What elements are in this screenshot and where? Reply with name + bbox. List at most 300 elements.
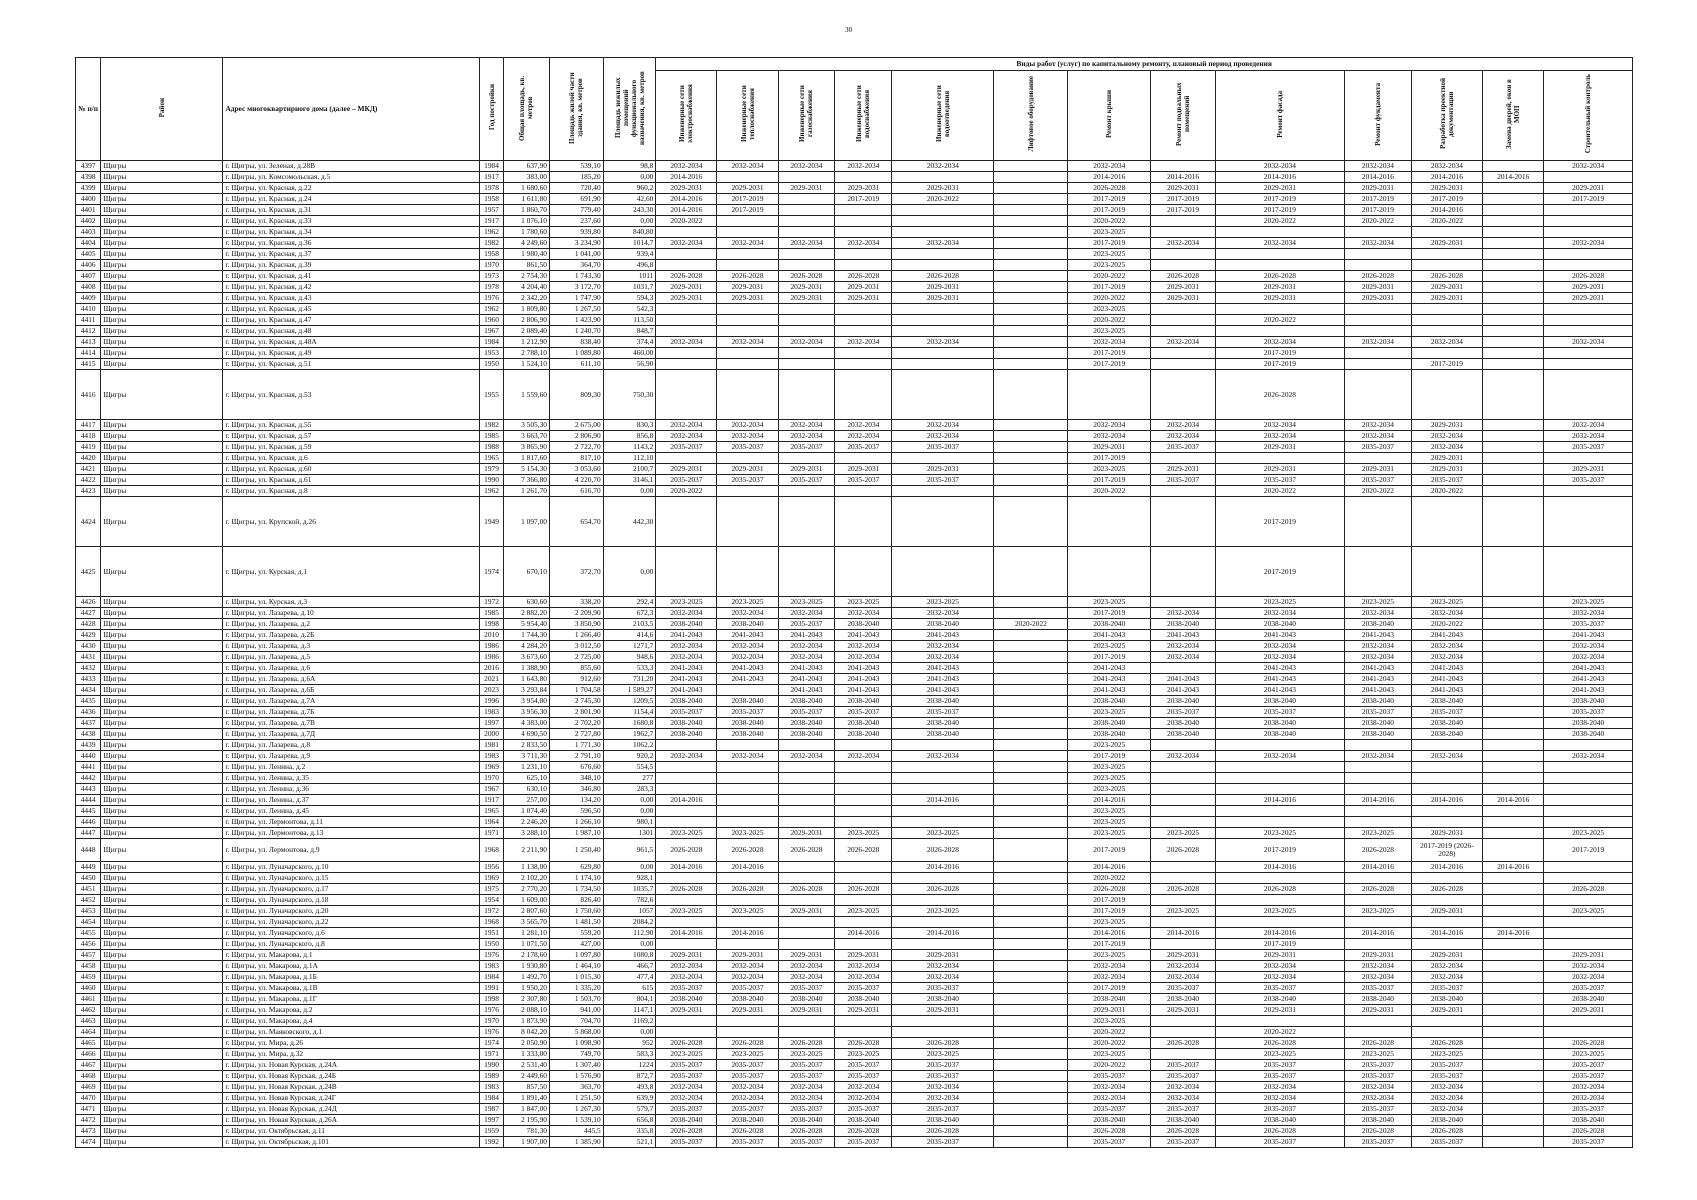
cell-district: Щигры xyxy=(101,359,223,370)
cell-work-period: 2038-2040 xyxy=(1345,994,1411,1005)
cell-year-built: 1949 xyxy=(480,497,503,547)
cell-district: Щигры xyxy=(101,431,223,442)
cell-year-built: 1991 xyxy=(480,983,503,994)
table-row xyxy=(76,348,1633,359)
cell-address: г. Щигры, ул. Крупской, д.26 xyxy=(223,497,480,547)
cell-number: 4418 xyxy=(76,431,101,442)
cell-work-period xyxy=(994,216,1068,227)
cell-work-period xyxy=(1483,1005,1544,1016)
cell-work-period xyxy=(778,359,835,370)
cell-total-area: 3 673,60 xyxy=(503,652,549,663)
cell-nonresidential-area: 672,3 xyxy=(603,608,656,619)
cell-work-period: 2035-2037 xyxy=(1068,1071,1151,1082)
cell-nonresidential-area: 1035,7 xyxy=(603,884,656,895)
cell-work-period: 2035-2037 xyxy=(717,1060,778,1071)
cell-work-period: 2038-2040 xyxy=(1215,619,1345,630)
table-row xyxy=(76,795,1633,806)
cell-work-period xyxy=(994,674,1068,685)
cell-total-area: 3 565,70 xyxy=(503,917,549,928)
cell-work-period xyxy=(1544,873,1633,884)
cell-work-period: 2041-2043 xyxy=(1151,674,1215,685)
cell-total-area: 2 882,20 xyxy=(503,608,549,619)
cell-work-period xyxy=(778,773,835,784)
cell-work-period xyxy=(1151,315,1215,326)
cell-work-period xyxy=(1544,249,1633,260)
cell-year-built: 1976 xyxy=(480,1027,503,1038)
cell-work-period: 2029-2031 xyxy=(1544,464,1633,475)
cell-work-period xyxy=(835,917,892,928)
cell-work-period: 2038-2040 xyxy=(835,1115,892,1126)
cell-address: г. Щигры, ул. Лазарева, д.7В xyxy=(223,718,480,729)
table-row xyxy=(76,718,1633,729)
cell-work-period: 2026-2028 xyxy=(1215,370,1345,420)
cell-work-period: 2041-2043 xyxy=(835,674,892,685)
cell-work-period xyxy=(656,315,717,326)
cell-work-period xyxy=(835,862,892,873)
cell-work-period: 2035-2037 xyxy=(1411,1060,1483,1071)
cell-work-period: 2017-2019 xyxy=(1215,205,1345,216)
cell-work-period: 2017-2019 xyxy=(1151,194,1215,205)
cell-work-period: 2035-2037 xyxy=(1544,1104,1633,1115)
cell-work-period: 2017-2019 xyxy=(1215,497,1345,547)
cell-number: 4442 xyxy=(76,773,101,784)
cell-nonresidential-area: 840,80 xyxy=(603,227,656,238)
cell-work-period xyxy=(994,895,1068,906)
cell-district: Щигры xyxy=(101,172,223,183)
cell-work-period xyxy=(1345,740,1411,751)
cell-work-period: 2038-2040 xyxy=(1215,718,1345,729)
cell-total-area: 2 307,80 xyxy=(503,994,549,1005)
cell-work-period xyxy=(778,547,835,597)
cell-number: 4473 xyxy=(76,1126,101,1137)
cell-work-period: 2038-2040 xyxy=(1151,696,1215,707)
cell-work-period: 2029-2031 xyxy=(892,464,994,475)
cell-work-period xyxy=(656,1016,717,1027)
cell-work-period xyxy=(994,608,1068,619)
cell-total-area: 2 806,90 xyxy=(503,315,549,326)
cell-number: 4401 xyxy=(76,205,101,216)
cell-work-period: 2032-2034 xyxy=(1151,238,1215,249)
cell-work-period: 2023-2025 xyxy=(1151,828,1215,839)
cell-work-period xyxy=(1483,260,1544,271)
cell-work-period: 2041-2043 xyxy=(1544,674,1633,685)
cell-work-period: 2035-2037 xyxy=(1215,1137,1345,1148)
cell-living-area: 348,10 xyxy=(549,773,603,784)
cell-address: г. Щигры, ул. Красная, д.36 xyxy=(223,238,480,249)
cell-living-area: 779,40 xyxy=(549,205,603,216)
cell-work-period: 2041-2043 xyxy=(1345,674,1411,685)
cell-work-period xyxy=(717,486,778,497)
cell-living-area: 1 503,70 xyxy=(549,994,603,1005)
cell-work-period xyxy=(1483,1137,1544,1148)
table-row xyxy=(76,1049,1633,1060)
cell-living-area: 912,60 xyxy=(549,674,603,685)
cell-total-area: 3 711,30 xyxy=(503,751,549,762)
cell-work-period: 2035-2037 xyxy=(835,475,892,486)
cell-work-period xyxy=(994,950,1068,961)
cell-work-period: 2038-2040 xyxy=(1345,729,1411,740)
cell-work-period: 2023-2025 xyxy=(1345,1049,1411,1060)
cell-number: 4421 xyxy=(76,464,101,475)
cell-work-period: 2032-2034 xyxy=(1215,961,1345,972)
cell-work-period: 2023-2025 xyxy=(1345,906,1411,917)
cell-work-period xyxy=(1068,497,1151,547)
cell-work-period xyxy=(1345,939,1411,950)
cell-work-period: 2032-2034 xyxy=(1544,972,1633,983)
cell-work-period xyxy=(994,784,1068,795)
cell-address: г. Щигры, ул. Новая Курская, д.26А xyxy=(223,1115,480,1126)
cell-address: г. Щигры, ул. Ленина, д.37 xyxy=(223,795,480,806)
cell-work-period: 2023-2025 xyxy=(1215,828,1345,839)
cell-work-period xyxy=(1544,762,1633,773)
cell-total-area: 1 281,10 xyxy=(503,928,549,939)
cell-work-period xyxy=(656,304,717,315)
cell-address: г. Щигры, ул. Лазарева, д.6А xyxy=(223,674,480,685)
cell-nonresidential-area: 533,3 xyxy=(603,663,656,674)
cell-work-period xyxy=(717,315,778,326)
table-row xyxy=(76,994,1633,1005)
cell-work-period xyxy=(994,370,1068,420)
cell-work-period xyxy=(892,806,994,817)
cell-living-area: 1 250,40 xyxy=(549,839,603,862)
cell-address: г. Щигры, ул. Комсомольская, д.5 xyxy=(223,172,480,183)
cell-work-period xyxy=(1215,817,1345,828)
cell-work-period: 2029-2031 xyxy=(1544,293,1633,304)
cell-living-area: 1 747,90 xyxy=(549,293,603,304)
cell-work-period xyxy=(717,773,778,784)
cell-work-period: 2035-2037 xyxy=(892,1104,994,1115)
cell-work-period: 2014-2016 xyxy=(1483,928,1544,939)
cell-work-period: 2026-2028 xyxy=(656,271,717,282)
cell-number: 4457 xyxy=(76,950,101,961)
cell-address: г. Щигры, ул. Лазарева, д.9 xyxy=(223,751,480,762)
cell-year-built: 1969 xyxy=(480,873,503,884)
cell-nonresidential-area: 1962,7 xyxy=(603,729,656,740)
cell-district: Щигры xyxy=(101,420,223,431)
cell-work-period: 2020-2022 xyxy=(1068,1038,1151,1049)
cell-work-period xyxy=(1151,663,1215,674)
cell-nonresidential-area: 980,1 xyxy=(603,817,656,828)
table-row xyxy=(76,773,1633,784)
cell-work-period xyxy=(1215,873,1345,884)
cell-work-period xyxy=(1544,1016,1633,1027)
cell-work-period: 2032-2034 xyxy=(1411,972,1483,983)
cell-total-area: 7 366,80 xyxy=(503,475,549,486)
cell-work-period xyxy=(1151,1016,1215,1027)
cell-work-period xyxy=(892,486,994,497)
cell-work-period xyxy=(994,172,1068,183)
cell-work-period: 2026-2028 xyxy=(717,1126,778,1137)
cell-work-period xyxy=(1151,1027,1215,1038)
cell-district: Щигры xyxy=(101,497,223,547)
cell-number: 4459 xyxy=(76,972,101,983)
cell-work-period: 2014-2016 xyxy=(1215,795,1345,806)
cell-work-period xyxy=(717,172,778,183)
cell-work-period: 2032-2034 xyxy=(1411,652,1483,663)
cell-work-period: 2029-2031 xyxy=(835,293,892,304)
header-nonresidential-area: Площадь нежилых помещений функционального назначения, кв. метров xyxy=(603,58,656,161)
cell-number: 4468 xyxy=(76,1071,101,1082)
cell-total-area: 1 559,60 xyxy=(503,370,549,420)
cell-total-area: 3 956,30 xyxy=(503,707,549,718)
cell-nonresidential-area: 952 xyxy=(603,1038,656,1049)
cell-year-built: 1967 xyxy=(480,784,503,795)
cell-work-period xyxy=(835,453,892,464)
cell-work-period xyxy=(1483,685,1544,696)
cell-district: Щигры xyxy=(101,784,223,795)
cell-work-period xyxy=(1483,326,1544,337)
cell-work-period: 2035-2037 xyxy=(835,707,892,718)
cell-address: г. Щигры, ул. Красная, д.37 xyxy=(223,249,480,260)
cell-work-period: 2029-2031 xyxy=(892,1005,994,1016)
cell-work-period: 2035-2037 xyxy=(892,1137,994,1148)
cell-work-period: 2032-2034 xyxy=(656,641,717,652)
cell-district: Щигры xyxy=(101,862,223,873)
cell-work-period: 2014-2016 xyxy=(1411,928,1483,939)
cell-work-period: 2032-2034 xyxy=(1215,161,1345,172)
cell-work-period: 2038-2040 xyxy=(778,994,835,1005)
cell-work-period xyxy=(1483,729,1544,740)
cell-work-period: 2023-2025 xyxy=(1068,740,1151,751)
cell-total-area: 2 102,20 xyxy=(503,873,549,884)
cell-work-period: 2026-2028 xyxy=(1151,271,1215,282)
cell-year-built: 1971 xyxy=(480,828,503,839)
cell-work-period: 2014-2016 xyxy=(892,928,994,939)
cell-work-period xyxy=(892,547,994,597)
table-row xyxy=(76,464,1633,475)
cell-work-period xyxy=(1411,1016,1483,1027)
cell-work-period: 2038-2040 xyxy=(656,994,717,1005)
cell-work-period: 2041-2043 xyxy=(1151,630,1215,641)
cell-work-period xyxy=(1411,784,1483,795)
cell-work-period xyxy=(717,547,778,597)
cell-total-area: 630,60 xyxy=(503,597,549,608)
table-row xyxy=(76,1071,1633,1082)
cell-address: г. Щигры, ул. Макарова, д.1Б xyxy=(223,972,480,983)
cell-nonresidential-area: 583,3 xyxy=(603,1049,656,1060)
cell-district: Щигры xyxy=(101,729,223,740)
cell-work-period xyxy=(1215,249,1345,260)
cell-work-period: 2038-2040 xyxy=(835,994,892,1005)
cell-work-period xyxy=(1483,895,1544,906)
cell-work-period: 2038-2040 xyxy=(1215,729,1345,740)
cell-work-period xyxy=(1151,862,1215,873)
cell-work-period: 2032-2034 xyxy=(892,1093,994,1104)
cell-work-period: 2026-2028 xyxy=(1345,271,1411,282)
cell-work-period xyxy=(1544,795,1633,806)
cell-nonresidential-area: 639,9 xyxy=(603,1093,656,1104)
cell-work-period: 2029-2031 xyxy=(1411,828,1483,839)
cell-year-built: 1968 xyxy=(480,917,503,928)
cell-work-period: 2026-2028 xyxy=(1411,271,1483,282)
cell-work-period: 2023-2025 xyxy=(1411,1049,1483,1060)
cell-number: 4447 xyxy=(76,828,101,839)
cell-work-period: 2032-2034 xyxy=(892,1082,994,1093)
cell-work-period xyxy=(1483,238,1544,249)
cell-work-period xyxy=(1483,939,1544,950)
cell-work-period: 2014-2016 xyxy=(1068,795,1151,806)
cell-number: 4441 xyxy=(76,762,101,773)
cell-work-period: 2023-2025 xyxy=(1345,828,1411,839)
cell-year-built: 1950 xyxy=(480,939,503,950)
cell-work-period: 2035-2037 xyxy=(1215,1071,1345,1082)
cell-living-area: 1 464,10 xyxy=(549,961,603,972)
cell-work-period xyxy=(994,227,1068,238)
cell-address: г. Щигры, ул. Луначарского, д.20 xyxy=(223,906,480,917)
cell-year-built: 1956 xyxy=(480,862,503,873)
header-work-5: Лифтовое оборудование xyxy=(994,71,1068,161)
cell-work-period: 2023-2025 xyxy=(1068,227,1151,238)
cell-total-area: 1 873,90 xyxy=(503,1016,549,1027)
cell-work-period xyxy=(656,1027,717,1038)
cell-work-period xyxy=(994,917,1068,928)
cell-work-period: 2023-2025 xyxy=(1068,817,1151,828)
cell-district: Щигры xyxy=(101,641,223,652)
cell-living-area: 838,40 xyxy=(549,337,603,348)
cell-living-area: 237,60 xyxy=(549,216,603,227)
cell-work-period xyxy=(778,304,835,315)
cell-work-period: 2032-2034 xyxy=(1345,608,1411,619)
cell-work-period xyxy=(1544,205,1633,216)
cell-work-period xyxy=(778,315,835,326)
cell-work-period xyxy=(717,1027,778,1038)
cell-work-period xyxy=(994,862,1068,873)
cell-living-area: 3 234,90 xyxy=(549,238,603,249)
cell-work-period xyxy=(1215,895,1345,906)
cell-living-area: 1 240,70 xyxy=(549,326,603,337)
cell-number: 4402 xyxy=(76,216,101,227)
cell-year-built: 2016 xyxy=(480,663,503,674)
cell-work-period: 2020-2022 xyxy=(1068,315,1151,326)
cell-work-period: 2032-2034 xyxy=(778,608,835,619)
cell-work-period: 2035-2037 xyxy=(1544,1137,1633,1148)
cell-address: г. Щигры, ул. Красная, д.45 xyxy=(223,304,480,315)
cell-living-area: 1 266,40 xyxy=(549,630,603,641)
cell-work-period: 2029-2031 xyxy=(778,828,835,839)
cell-work-period xyxy=(656,773,717,784)
cell-work-period xyxy=(994,718,1068,729)
cell-year-built: 2010 xyxy=(480,630,503,641)
cell-living-area: 2 791,10 xyxy=(549,751,603,762)
cell-work-period: 2035-2037 xyxy=(1345,1071,1411,1082)
cell-work-period xyxy=(1151,486,1215,497)
cell-address: г. Щигры, ул. Лазарева, д.7А xyxy=(223,696,480,707)
cell-nonresidential-area: 0,00 xyxy=(603,806,656,817)
cell-work-period: 2014-2016 xyxy=(717,862,778,873)
cell-work-period: 2029-2031 xyxy=(1215,293,1345,304)
cell-work-period: 2029-2031 xyxy=(717,282,778,293)
cell-work-period: 2026-2028 xyxy=(1345,1126,1411,1137)
cell-number: 4470 xyxy=(76,1093,101,1104)
cell-work-period: 2035-2037 xyxy=(1411,1071,1483,1082)
table-row xyxy=(76,453,1633,464)
cell-work-period: 2032-2034 xyxy=(1544,161,1633,172)
cell-work-period xyxy=(656,453,717,464)
cell-work-period: 2029-2031 xyxy=(1544,282,1633,293)
cell-year-built: 1976 xyxy=(480,950,503,961)
cell-year-built: 1962 xyxy=(480,304,503,315)
cell-work-period xyxy=(717,685,778,696)
cell-work-period xyxy=(1411,762,1483,773)
cell-work-period xyxy=(778,917,835,928)
cell-work-period xyxy=(717,817,778,828)
cell-work-period: 2035-2037 xyxy=(656,983,717,994)
cell-work-period: 2026-2028 xyxy=(835,884,892,895)
cell-number: 4422 xyxy=(76,475,101,486)
table-row xyxy=(76,928,1633,939)
cell-work-period: 2032-2034 xyxy=(835,161,892,172)
cell-work-period: 2023-2025 xyxy=(835,828,892,839)
cell-address: г. Щигры, ул. Новая Курская, д.24Б xyxy=(223,1071,480,1082)
cell-district: Щигры xyxy=(101,983,223,994)
cell-work-period: 2038-2040 xyxy=(1215,696,1345,707)
cell-work-period: 2038-2040 xyxy=(717,994,778,1005)
cell-work-period: 2032-2034 xyxy=(1544,652,1633,663)
cell-work-period: 2029-2031 xyxy=(717,950,778,961)
cell-total-area: 383,00 xyxy=(503,172,549,183)
cell-work-period: 2029-2031 xyxy=(892,183,994,194)
cell-work-period xyxy=(994,326,1068,337)
cell-work-period: 2038-2040 xyxy=(1345,696,1411,707)
cell-work-period xyxy=(994,497,1068,547)
cell-year-built: 1983 xyxy=(480,961,503,972)
cell-work-period: 2038-2040 xyxy=(1411,994,1483,1005)
cell-work-period: 2026-2028 xyxy=(717,839,778,862)
cell-address: г. Щигры, ул. Красная, д.61 xyxy=(223,475,480,486)
cell-work-period xyxy=(835,773,892,784)
cell-work-period xyxy=(1483,1071,1544,1082)
cell-year-built: 1984 xyxy=(480,161,503,172)
cell-work-period xyxy=(994,260,1068,271)
cell-nonresidential-area: 731,20 xyxy=(603,674,656,685)
cell-work-period: 2038-2040 xyxy=(1411,718,1483,729)
cell-work-period: 2020-2022 xyxy=(1345,486,1411,497)
cell-work-period xyxy=(717,260,778,271)
cell-address: г. Щигры, ул. Курская, д.1 xyxy=(223,547,480,597)
cell-district: Щигры xyxy=(101,475,223,486)
cell-work-period: 2026-2028 xyxy=(1068,884,1151,895)
cell-nonresidential-area: 554,5 xyxy=(603,762,656,773)
cell-work-period xyxy=(778,486,835,497)
cell-work-period xyxy=(994,161,1068,172)
cell-work-period: 2035-2037 xyxy=(1151,1104,1215,1115)
cell-address: г. Щигры, ул. Макарова, д.2 xyxy=(223,1005,480,1016)
cell-work-period xyxy=(835,172,892,183)
table-row xyxy=(76,652,1633,663)
cell-work-period: 2032-2034 xyxy=(892,161,994,172)
cell-work-period: 2023-2025 xyxy=(1544,906,1633,917)
cell-address: г. Щигры, ул. Лазарева, д.8 xyxy=(223,740,480,751)
cell-work-period: 2032-2034 xyxy=(717,337,778,348)
cell-work-period: 2032-2034 xyxy=(835,608,892,619)
cell-total-area: 2 342,20 xyxy=(503,293,549,304)
cell-nonresidential-area: 960,2 xyxy=(603,183,656,194)
cell-nonresidential-area: 1 589,27 xyxy=(603,685,656,696)
cell-total-area: 4 690,50 xyxy=(503,729,549,740)
cell-district: Щигры xyxy=(101,1016,223,1027)
cell-living-area: 691,90 xyxy=(549,194,603,205)
cell-total-area: 5 954,40 xyxy=(503,619,549,630)
cell-work-period: 2035-2037 xyxy=(1411,983,1483,994)
cell-work-period xyxy=(1411,740,1483,751)
cell-work-period xyxy=(1483,906,1544,917)
cell-work-period: 2020-2022 xyxy=(1068,293,1151,304)
cell-total-area: 2 050,90 xyxy=(503,1038,549,1049)
cell-year-built: 1974 xyxy=(480,1038,503,1049)
cell-work-period: 2029-2031 xyxy=(1544,950,1633,961)
cell-district: Щигры xyxy=(101,1027,223,1038)
cell-work-period xyxy=(835,249,892,260)
